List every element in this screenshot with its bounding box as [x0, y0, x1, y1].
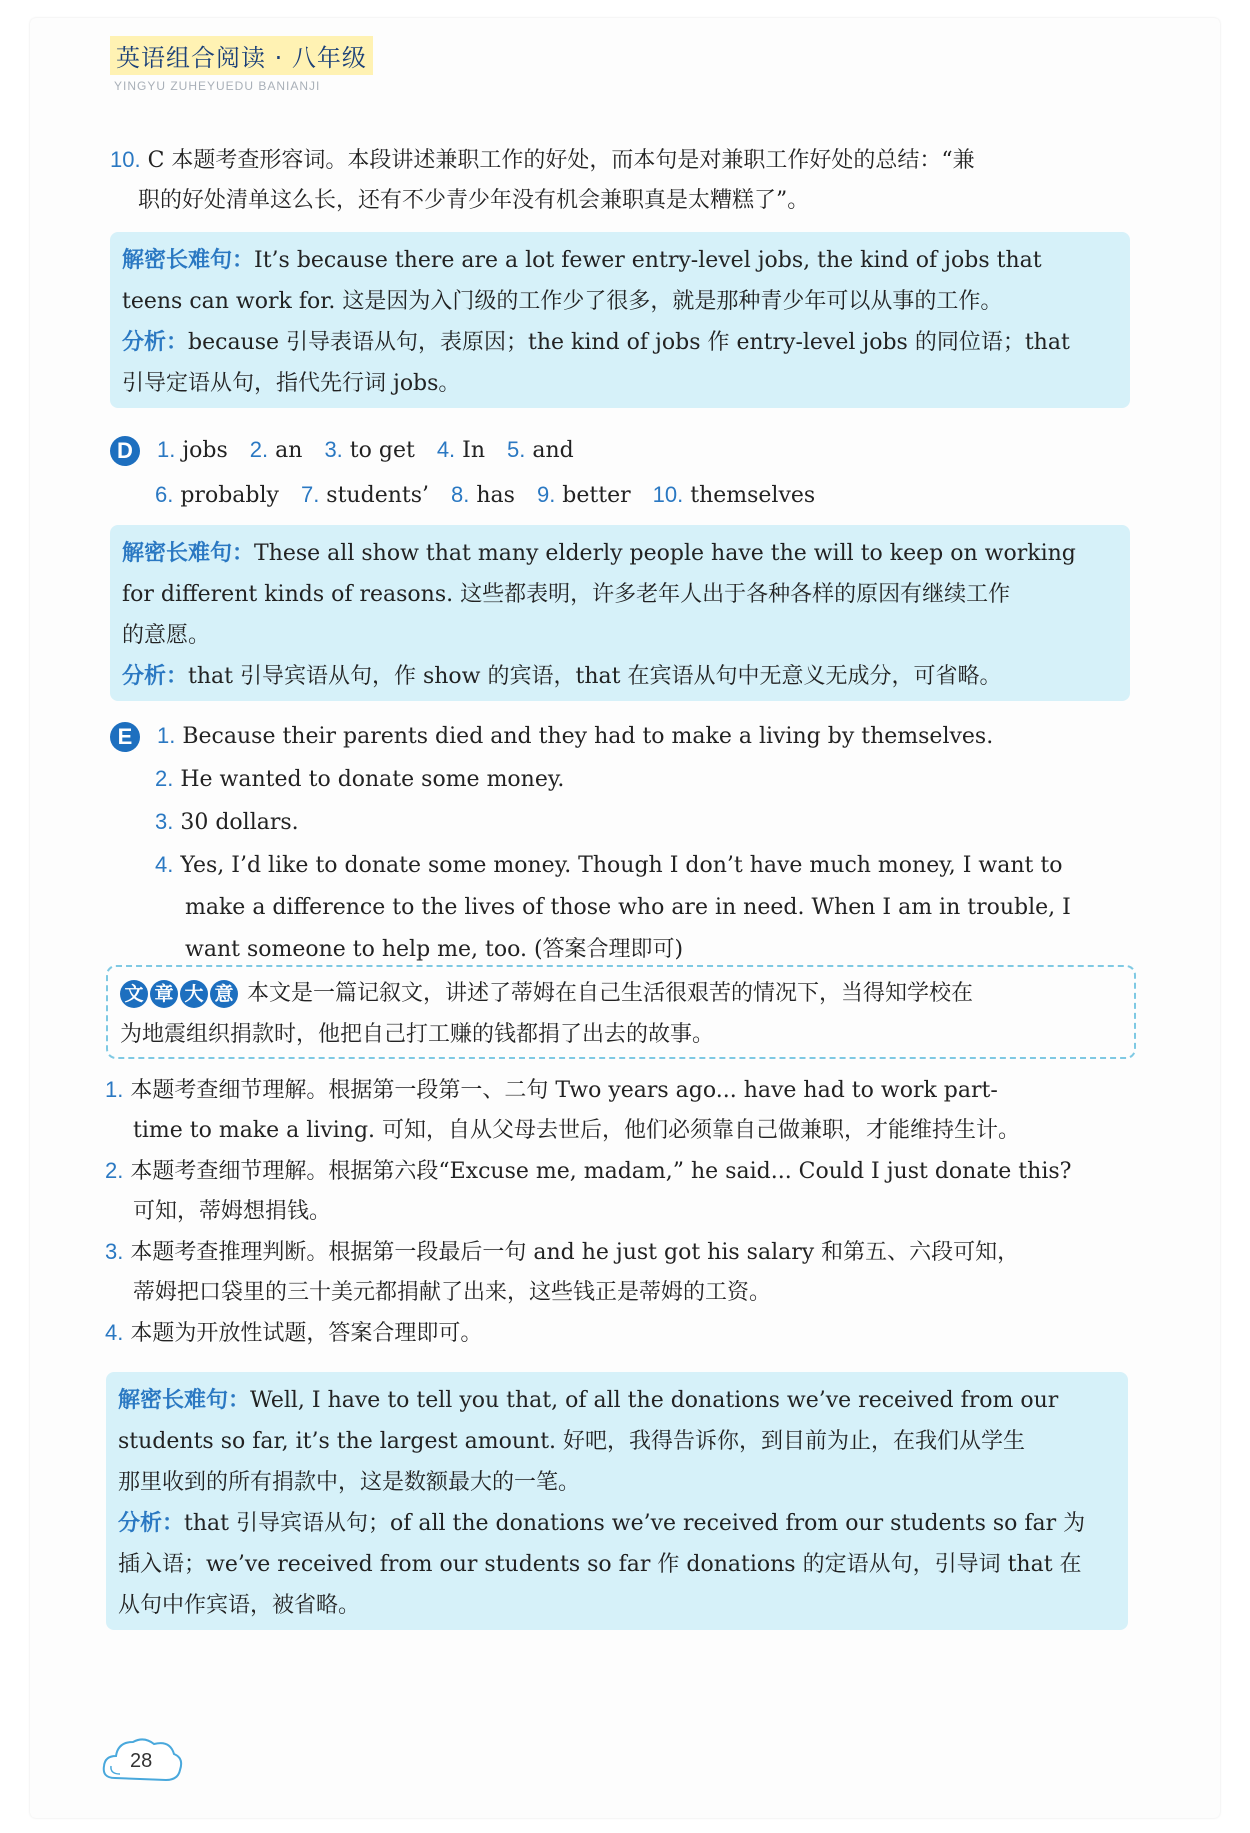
answer-item [451, 475, 515, 516]
explanation-text: 本题为开放性试题，答案合理即可。 [130, 1321, 483, 1346]
box-text: because 引导表语从句，表原因；the kind of jobs 作 entry-level jobs 的同位语；that [188, 330, 1070, 355]
answer-number: 4. [436, 437, 456, 462]
long-sentence-box-3 [106, 1372, 1128, 1630]
explanation-text: 本题考查细节理解。根据第六段“Excuse me, madam,” he said... Could I just donate this? [130, 1159, 1072, 1184]
box-text: 从句中作宾语，被省略。 [118, 1593, 361, 1618]
item-text: 30 dollars. [180, 810, 299, 835]
answer-item [250, 430, 303, 471]
box-text: 引导定语从句，指代先行词 jobs。 [122, 371, 461, 396]
summary-text: 本文是一篇记叙文，讲述了蒂姆在自己生活很艰苦的情况下，当得知学校在 [247, 981, 974, 1006]
long-sentence-box-1 [110, 232, 1130, 408]
box-text: 的意愿。 [122, 623, 211, 648]
item-text-cont: want someone to help me, too. (答案合理即可) [185, 937, 684, 962]
answer-item [653, 475, 816, 516]
answer-number: 7. [300, 482, 320, 507]
answer-number: 2. [249, 437, 269, 462]
box-text: students so far, it’s the largest amount. 好吧，我得告诉你，到目前为止，在我们从学生 [118, 1429, 1026, 1454]
section-d-badge: D [110, 436, 140, 466]
box-label: 解密长难句： [122, 248, 255, 273]
summary-tag: 意 [210, 980, 238, 1008]
box-label: 解密长难句： [122, 541, 255, 566]
explanation-text: 本题考查推理判断。根据第一段最后一句 and he just got his salary 和第五、六段可知， [130, 1240, 1020, 1265]
explanations [105, 1070, 1140, 1354]
answer-10 [110, 140, 1135, 221]
long-sentence-box-2 [110, 525, 1130, 701]
answer-text-cont: 职的好处清单这么长，还有不少青少年没有机会兼职真是太糟糕了”。 [138, 188, 810, 213]
answer-text: C 本题考查形容词。本段讲述兼职工作的好处，而本句是对兼职工作好处的总结：“兼 [147, 148, 975, 173]
analysis-label: 分析： [122, 664, 189, 689]
summary-tag: 大 [180, 980, 208, 1008]
answer-item [301, 475, 429, 516]
item-text: He wanted to donate some money. [180, 767, 565, 792]
item-text-cont: make a difference to the lives of those who are in need. When I am in trouble, I [185, 895, 1071, 920]
answer-row [157, 438, 596, 463]
item-number: 4. [105, 1320, 124, 1345]
item-number: 3. [105, 1239, 124, 1264]
item-text: Because their parents died and they had to make a living by themselves. [182, 724, 994, 749]
box-text: that 引导宾语从句，作 show 的宾语，that 在宾语从句中无意义无成分，可省略。 [188, 664, 1002, 689]
item-number: 4. [155, 852, 174, 877]
item-text: Yes, I’d like to donate some money. Though I don’t have much money, I want to [180, 853, 1063, 878]
box-label: 解密长难句： [118, 1388, 251, 1413]
item-number: 2. [105, 1158, 124, 1183]
answer-word: jobs [175, 438, 228, 463]
explanation-text: time to make a living. 可知，自从父母去世后，他们必须靠自己做兼职，才能维持生计。 [133, 1118, 1021, 1143]
box-text: These all show that many elderly people have the will to keep on working [254, 541, 1076, 566]
answer-item [537, 475, 631, 516]
box-text: that 引导宾语从句；of all the donations we’ve received from our students so far 为 [184, 1511, 1086, 1536]
section-e-badge: E [110, 722, 140, 752]
box-text: Well, I have to tell you that, of all the donations we’ve received from our [250, 1388, 1059, 1413]
page-header [110, 36, 373, 93]
answer-word: has [469, 483, 515, 508]
answer-number: 8. [451, 482, 470, 507]
section-d [110, 430, 1135, 516]
answer-number: 1. [157, 437, 176, 462]
summary-text: 为地震组织捐款时，他把自己打工赚的钱都捐了出去的故事。 [120, 1022, 715, 1047]
answer-word: better [555, 483, 631, 508]
summary-tag: 章 [150, 980, 178, 1008]
explanation-text: 蒂姆把口袋里的三十美元都捐献了出来，这些钱正是蒂姆的工资。 [133, 1280, 772, 1305]
item-number: 1. [105, 1077, 124, 1102]
book-title: 英语组合阅读 · 八年级 [110, 36, 373, 75]
answer-word: In [455, 438, 486, 463]
analysis-label: 分析： [118, 1511, 185, 1536]
item-number: 2. [155, 766, 174, 791]
item-number: 1. [157, 723, 176, 748]
answer-item [437, 430, 485, 471]
box-text: 那里收到的所有捐款中，这是数额最大的一笔。 [118, 1470, 581, 1495]
box-text: 插入语；we’ve received from our students so far 作 donations 的定语从句，引导词 that 在 [118, 1552, 1082, 1577]
answer-word: themselves [683, 483, 816, 508]
article-summary [106, 965, 1136, 1059]
answer-item [507, 430, 574, 471]
answer-item [155, 475, 279, 516]
summary-tag: 文 [120, 980, 148, 1008]
answer-word: students’ [319, 483, 430, 508]
book-title-pinyin: YINGYU ZUHEYUEDU BANIANJI [114, 79, 321, 93]
answer-number: 3. [324, 437, 343, 462]
question-number: 10. [110, 147, 141, 172]
explanation-text: 本题考查细节理解。根据第一段第一、二句 Two years ago... have had to work part- [130, 1078, 998, 1103]
answer-number: 6. [155, 482, 174, 507]
answer-word: and [525, 438, 574, 463]
answer-word: probably [173, 483, 279, 508]
answer-number: 5. [507, 437, 526, 462]
answer-item [324, 430, 414, 471]
box-text: for different kinds of reasons. 这些都表明，许多老年人出于各种各样的原因有继续工作 [122, 582, 1011, 607]
explanation-text: 可知，蒂姆想捐钱。 [133, 1199, 332, 1224]
analysis-label: 分析： [122, 330, 189, 355]
answer-word: an [268, 438, 303, 463]
box-text: teens can work for. 这是因为入门级的工作少了很多，就是那种青少年可以从事的工作。 [122, 289, 1003, 314]
page-number: 28 [130, 1750, 153, 1772]
answer-item [157, 430, 228, 471]
item-number: 3. [155, 809, 174, 834]
answer-number: 9. [536, 482, 556, 507]
section-e [110, 715, 1135, 971]
answer-row [155, 483, 837, 508]
box-text: It’s because there are a lot fewer entry-level jobs, the kind of jobs that [254, 248, 1042, 273]
answer-number: 10. [652, 482, 684, 507]
answer-word: to get [342, 438, 415, 463]
